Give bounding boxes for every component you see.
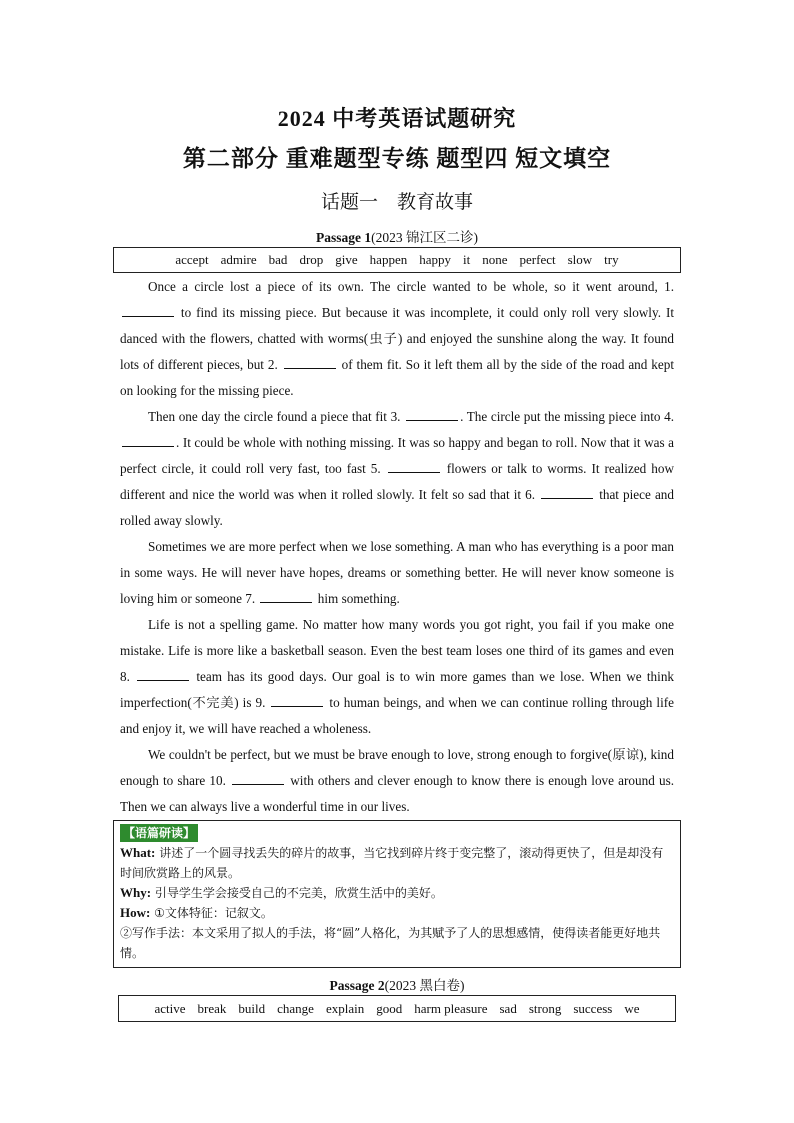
passage2-word-bank <box>118 995 676 1022</box>
passage1-word-bank <box>113 247 681 273</box>
passage1-word: slow <box>567 252 593 267</box>
paragraph-text: with others and clever enough to know there is enough love around us. Then we can always live a wonderful time in our lives. <box>120 773 674 814</box>
passage1-label: Passage 1 <box>316 230 372 245</box>
answer-blank[interactable] <box>541 486 593 499</box>
passage2-word: success <box>573 1000 613 1016</box>
paragraph-text: Life is not a spelling game. No matter how many words you got right, you fail if you make one mistake. Life is more like a basketball season. Even the best team loses one third of its games and even 8. <box>120 617 674 684</box>
passage1-word: try <box>604 252 619 267</box>
passage1-word: accept <box>175 252 209 267</box>
paragraph <box>120 612 674 742</box>
passage1-text <box>120 274 674 820</box>
passage2-source: (2023 黑白卷) <box>384 978 465 993</box>
passage1-word: happy <box>419 252 451 267</box>
section-title: 第二部分 重难题型专练 题型四 短文填空 <box>182 146 612 171</box>
answer-blank[interactable] <box>406 408 458 421</box>
passage2-word: harm pleasure <box>414 1000 488 1016</box>
paragraph-text: Once a circle lost a piece of its own. The circle wanted to be whole, so it went around, 1. <box>148 279 674 294</box>
answer-blank[interactable] <box>388 460 440 473</box>
passage2-word: break <box>197 1000 227 1016</box>
passage1-word: happen <box>369 252 408 267</box>
passage1-word: drop <box>299 252 324 267</box>
paragraph <box>120 534 674 612</box>
passage1-word: give <box>335 252 358 267</box>
paragraph-text: Then one day the circle found a piece that fit 3. <box>148 409 405 424</box>
analysis-why: Why: 引导学生学会接受自己的不完美，欣赏生活中的美好。 <box>120 885 443 900</box>
paragraph-text: team has its good days. Our goal is to win more games than we lose. When we think imperfection(不完美) is 9. <box>120 669 675 710</box>
passage2-word: sad <box>499 1000 517 1016</box>
analysis-how-detail: ②写作手法：本文采用了拟人的手法，将“圆”人格化，为其赋予了人的思想感情，使得读者能更好地共情。 <box>120 926 661 960</box>
paragraph <box>120 404 674 534</box>
paragraph-text: him something. <box>314 591 400 606</box>
paragraph-text: We couldn't be perfect, but we must be brave enough to love, strong enough to forgive(原谅), kind enough to share 10. <box>120 747 674 788</box>
answer-blank[interactable] <box>137 668 189 681</box>
paragraph-text: . It could be whole with nothing missing. It was so happy and began to roll. Now that it was a perfect circle, it could roll very fast, too fast 5. <box>120 435 674 476</box>
paragraph-text: of them fit. So it left them all by the side of the road and kept on looking for the missing piece. <box>120 357 674 398</box>
passage2-word: build <box>238 1000 266 1016</box>
passage2-word: we <box>624 1000 640 1016</box>
passage2-word: good <box>376 1000 403 1016</box>
analysis-what: What: 讲述了一个圆寻找丢失的碎片的故事，当它找到碎片终于变完整了，滚动得更快了，但是却没有时间欣赏路上的风景。 <box>120 845 664 880</box>
passage2-word: active <box>154 1000 186 1016</box>
paragraph-text: to human beings, and when we can continue rolling through life and enjoy it, we will have reached a wholeness. <box>120 695 674 736</box>
page-title: 2024 中考英语试题研究 <box>277 106 517 131</box>
paragraph-text: that piece and rolled away slowly. <box>120 487 674 528</box>
passage1-word: none <box>482 252 508 267</box>
paragraph-text: to find its missing piece. But because it was incomplete, it could only roll very slowly. It danced with the flowers, chatted with worms(虫子) and enjoyed the sunshine along the way. It found lots of different pieces, but 2. <box>120 305 674 372</box>
passage1-word: perfect <box>519 252 556 267</box>
analysis-tag: 【语篇研读】 <box>120 824 198 842</box>
topic-title: 话题一 教育故事 <box>320 191 473 213</box>
passage2-word: change <box>277 1000 314 1016</box>
passage1-source: (2023 锦江区二诊) <box>371 230 478 245</box>
answer-blank[interactable] <box>260 590 312 603</box>
passage1-heading <box>0 226 794 246</box>
paragraph-text: flowers or talk to worms. It realized how different and nice the world was when it rolled slowly. It felt so sad that it 6. <box>120 461 674 502</box>
passage1-word: bad <box>268 252 288 267</box>
passage2-word: strong <box>528 1000 562 1016</box>
paragraph-text: Sometimes we are more perfect when we lose something. A man who has everything is a poor man in some ways. He will never have hopes, dreams or something better. He will never know someone is loving him or someone 7. <box>120 539 674 606</box>
answer-blank[interactable] <box>232 772 284 785</box>
passage2-word: explain <box>325 1000 365 1016</box>
answer-blank[interactable] <box>122 304 174 317</box>
answer-blank[interactable] <box>271 694 323 707</box>
passage2-heading <box>0 974 794 994</box>
paragraph <box>120 742 674 820</box>
passage1-word: admire <box>220 252 257 267</box>
paragraph <box>120 274 674 404</box>
passage2-label: Passage 2 <box>329 978 385 993</box>
analysis-box <box>113 820 681 968</box>
answer-blank[interactable] <box>284 356 336 369</box>
analysis-how: How: ①文体特征：记叙文。 <box>120 905 273 920</box>
passage1-word: it <box>463 252 471 267</box>
answer-blank[interactable] <box>122 434 174 447</box>
paragraph-text: . The circle put the missing piece into 4. <box>460 409 674 424</box>
